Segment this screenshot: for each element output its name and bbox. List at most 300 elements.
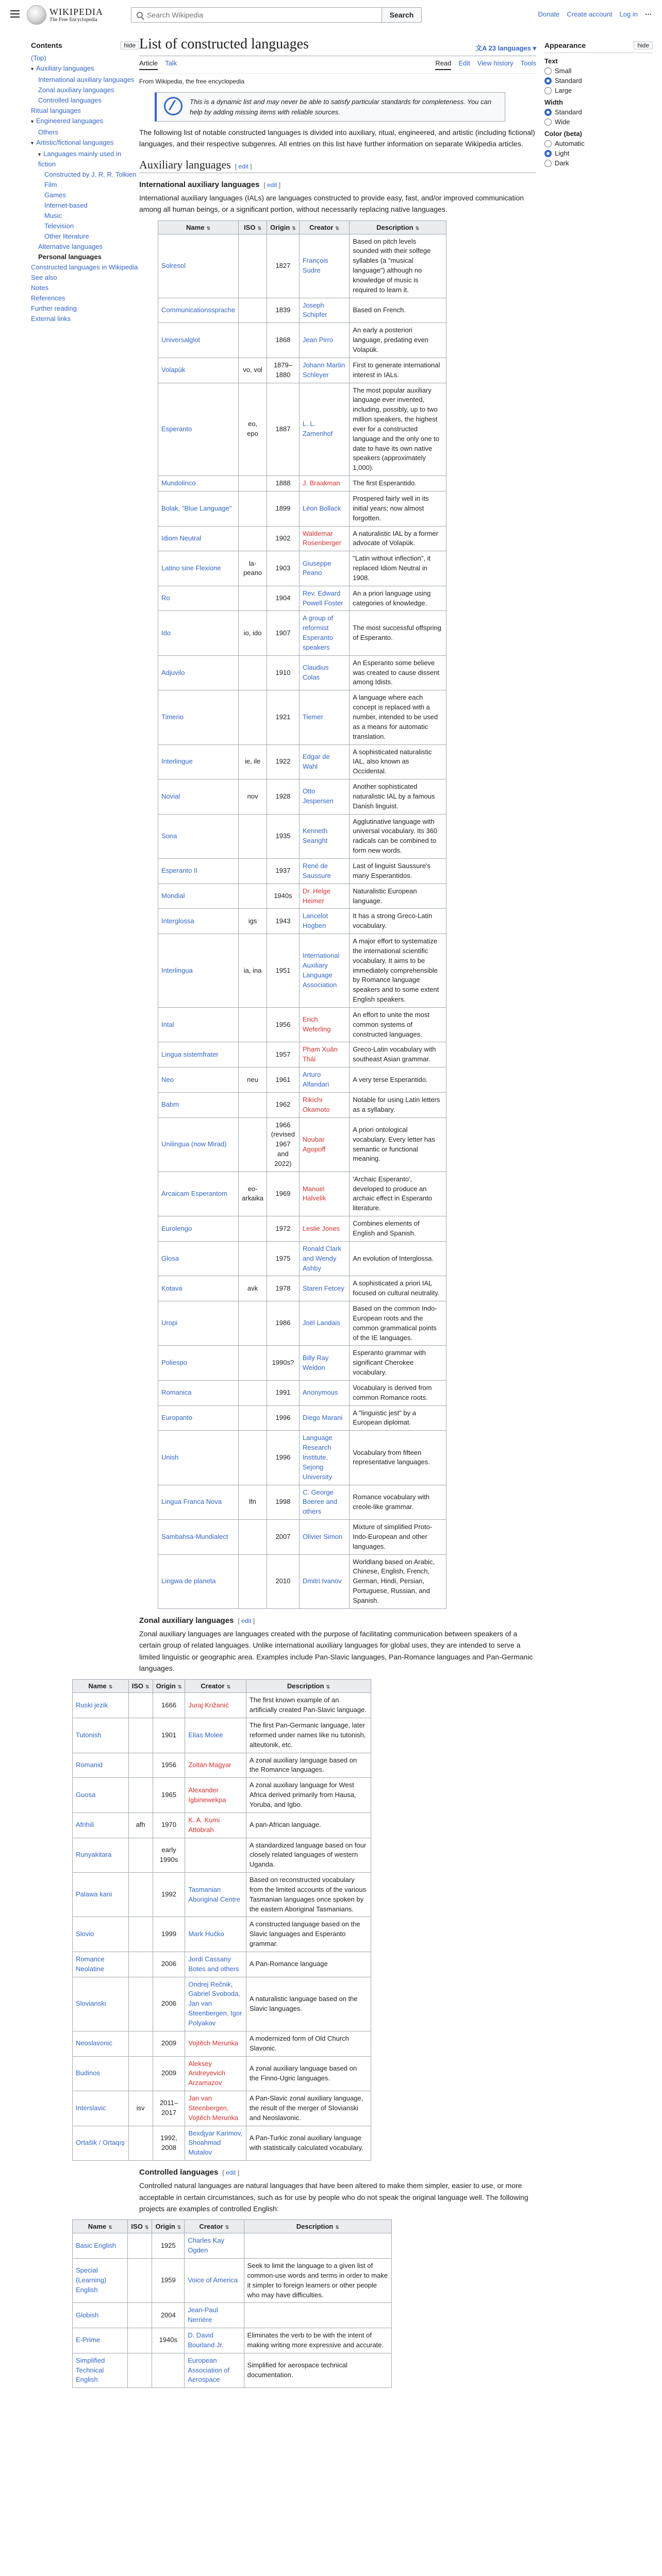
toc-item[interactable]: Further reading [31,304,77,312]
appearance-option[interactable]: Standard [544,108,653,116]
toc-toggle-icon[interactable]: ▾ [38,152,41,158]
name-cell[interactable]: Interlingua [158,934,239,1008]
table-row [158,1431,446,1485]
radio-icon[interactable] [544,140,552,147]
creator-cell[interactable] [185,1838,246,1873]
iso-cell: ia, ina [239,934,267,1008]
name-cell[interactable]: Neo [158,1067,239,1093]
iso-cell [239,1520,267,1555]
donate-link[interactable]: Donate [538,10,560,18]
radio-icon[interactable] [544,87,552,94]
appearance-option[interactable]: Large [544,87,653,94]
toc-item[interactable]: Constructed by J. R. R. Tolkien [44,171,137,178]
toc-item[interactable]: ▾ Languages mainly used in fiction [38,150,122,168]
tab-article[interactable]: Article [139,59,158,70]
name-cell[interactable]: Uropi [158,1301,239,1346]
iso-cell [239,814,267,858]
name-cell[interactable]: Lingwa de planeta [158,1554,239,1608]
toc-toggle-icon[interactable]: ▾ [31,66,34,72]
creator-cell[interactable]: René de Saussure [299,858,349,884]
creator-cell[interactable]: Staren Fetcey [299,1276,349,1301]
origin-cell: 2006 [153,1977,185,2031]
table-row [158,1485,446,1520]
creator-cell[interactable]: Johann Martin Schleyer [299,358,349,383]
iso-cell [128,1693,153,1718]
toc-item[interactable]: Others [38,128,59,136]
column-header[interactable]: Origin ⇅ [267,221,299,234]
description-cell: A zonal auxiliary language based on the Romance languages. [246,1753,371,1778]
description-cell: A modernized form of Old Church Slavonic. [246,2031,371,2056]
origin-cell: 1970 [153,1812,185,1838]
creator-cell[interactable]: Phạm Xuân Thái [299,1042,349,1067]
sort-icon[interactable]: ⇅ [326,1684,330,1690]
toc-item[interactable]: Television [44,222,74,230]
name-cell[interactable]: Interslavic [73,2091,129,2126]
column-header[interactable]: Description ⇅ [246,1680,371,1693]
radio-icon[interactable] [544,77,552,84]
name-cell[interactable]: Budinos [73,2056,129,2091]
origin-cell: 1666 [153,1693,185,1718]
appearance-hide-button[interactable]: hide [634,41,653,49]
creator-cell[interactable]: Erich Weferling [299,1007,349,1042]
name-cell[interactable]: Romance Neolatine [73,1952,129,1977]
tab-tools[interactable]: Tools [520,59,536,67]
creator-cell[interactable]: Voice of America [185,2258,244,2302]
toc-item[interactable]: Film [44,181,57,189]
name-cell[interactable]: Communicationssprache [158,298,239,323]
name-cell[interactable]: Sona [158,814,239,858]
toc-item[interactable]: Other literature [44,232,89,240]
name-cell[interactable]: Globish [73,2303,128,2328]
name-cell[interactable]: Adjuvilo [158,655,239,690]
creator-cell[interactable]: K. A. Kumi Attobrah [185,1812,246,1838]
toc-item[interactable]: Personal languages [38,253,102,261]
toc-item[interactable]: External links [31,315,71,323]
creator-cell[interactable]: International Auxiliary Language Association [299,934,349,1008]
sort-icon[interactable]: ⇅ [108,1684,113,1690]
toc-item[interactable]: Games [44,191,66,199]
table-row [158,690,446,744]
creator-cell[interactable]: Lancelot Hogben [299,909,349,934]
origin-cell: 1910 [267,655,299,690]
toc-item[interactable]: Notes [31,284,48,292]
creator-cell[interactable]: Rev. Edward Powell Foster [299,586,349,611]
name-cell[interactable]: E-Prime [73,2328,128,2353]
creator-cell[interactable]: Joël Landais [299,1301,349,1346]
origin-cell: 2009 [153,2031,185,2056]
toc-item[interactable]: Zonal auxiliary languages [38,86,114,94]
creator-cell[interactable]: Otto Jespersen [299,779,349,815]
section-auxiliary: Auxiliary languages [ edit ] [139,158,536,173]
controlled-table [72,2219,392,2388]
description-cell: An Esperanto some believe was created to cause dissent among Idists. [350,655,446,690]
toc-item[interactable]: Controlled languages [38,96,102,104]
table-row [73,1778,371,1813]
column-header[interactable]: Description ⇅ [244,2220,391,2233]
zonal-intro: Zonal auxiliary languages are languages created with the purpose of facilitating communication between speakers of a certain group of related languages. Unlike international auxiliary languages for global uses, they are intended to serve a limited linguistic or geographic area. Examples include Pan-Slavic languages, Pan-Romance languages and Pan-Germanic languages. [139,1629,533,1672]
main-menu-icon[interactable] [10,10,20,18]
creator-cell[interactable]: Diego Marani [299,1405,349,1431]
creator-cell[interactable]: Tasmanian Aboriginal Centre [185,1873,246,1917]
origin-cell: 1879–1880 [267,358,299,383]
more-options-icon[interactable]: ⋯ [645,10,652,18]
edit-link[interactable]: edit [238,162,249,170]
appearance-option[interactable]: Light [544,149,653,157]
name-cell[interactable]: Romanid [73,1753,129,1778]
description-cell: A sophisticated a priori IAL focused on cultural neutrality. [350,1276,446,1301]
search-input[interactable] [147,11,343,19]
origin-cell: 2006 [153,1952,185,1977]
name-cell[interactable]: Timerio [158,690,239,744]
zonal-table [72,1679,371,2161]
name-cell[interactable]: Interglossa [158,909,239,934]
radio-icon[interactable] [544,150,552,157]
iso-cell [239,1301,267,1346]
origin-cell: 2004 [152,2303,185,2328]
table-row [158,383,446,476]
creator-cell[interactable]: Bexdjyar Karimov, Shoahmad Mutalov [185,2126,246,2161]
creator-cell[interactable]: Juraj Križanić [185,1693,246,1718]
sort-icon[interactable]: ⇅ [257,225,261,231]
description-cell: A Pan-Romance language [246,1952,371,1977]
iso-cell [128,1977,153,2031]
description-cell: A Pan-Turkic zonal auxiliary language with statistically calculated vocabulary. [246,2126,371,2161]
languages-button[interactable]: 文A 23 languages ▾ [475,44,536,52]
sort-icon[interactable]: ⇅ [335,2225,339,2230]
tab-edit[interactable]: Edit [458,59,470,67]
table-row [158,1554,446,1608]
creator-cell[interactable]: Vojtěch Merunka [185,2031,246,2056]
toc-item[interactable]: References [31,294,65,302]
creator-cell[interactable]: Giuseppe Peano [299,551,349,586]
creator-cell[interactable]: Dmitri Ivanov [299,1554,349,1608]
iso-cell [128,1873,153,1917]
creator-cell[interactable]: Zoltán Magyar [185,1753,246,1778]
toc-item[interactable]: ▾ Engineered languages [31,116,139,127]
name-cell[interactable]: Guosa [73,1778,129,1813]
description-cell [244,2233,391,2259]
origin-cell [152,2353,185,2388]
tab-talk[interactable]: Talk [165,59,177,67]
toc-item[interactable]: Internet-based [44,201,88,209]
creator-cell[interactable]: Claudius Colas [299,655,349,690]
name-cell[interactable]: Esperanto [158,383,239,476]
creator-cell[interactable]: Kenneth Searight [299,814,349,858]
iso-cell: eo, epo [239,383,267,476]
sort-icon[interactable]: ⇅ [145,1684,150,1690]
column-header[interactable]: Creator ⇅ [299,221,349,234]
edit-link[interactable]: edit [267,181,277,189]
origin-cell: 1868 [267,323,299,358]
name-cell[interactable]: Afrihili [73,1812,129,1838]
description-cell: Naturalistic European language. [350,884,446,909]
name-cell[interactable]: Basic English [73,2233,128,2259]
column-header[interactable]: ISO ⇅ [239,221,267,234]
table-row [73,1838,371,1873]
toc-hide-button[interactable]: hide [120,41,139,49]
sort-icon[interactable]: ⇅ [415,225,420,231]
table-row [158,234,446,298]
origin-cell: 1965 [153,1778,185,1813]
iso-cell [239,586,267,611]
origin-cell: 1922 [267,744,299,779]
tab-read[interactable]: Read [435,59,451,70]
origin-cell: 1928 [267,779,299,815]
column-header[interactable]: ISO ⇅ [128,2220,152,2233]
creator-cell[interactable]: Jean Pirro [299,323,349,358]
description-cell: A major effort to systematize the international scientific vocabulary. It aims to be immediately comprehensible by Romance language speakers and to some extent English speakers. [350,934,446,1008]
table-row [158,1092,446,1117]
search-button[interactable]: Search [382,7,422,23]
toc-toggle-icon[interactable]: ▾ [31,119,34,125]
name-cell[interactable]: Intal [158,1007,239,1042]
name-cell[interactable]: Lingua Franca Nova [158,1485,239,1520]
name-cell[interactable]: Unish [158,1431,239,1485]
name-cell[interactable]: Slovianski [73,1977,129,2031]
name-cell[interactable]: Poliespo [158,1346,239,1381]
creator-cell[interactable]: D. David Bourland Jr. [185,2328,244,2353]
name-cell[interactable]: Romanica [158,1380,239,1405]
toc-item[interactable]: International auxiliary languages [38,76,135,83]
name-cell[interactable]: Ro [158,586,239,611]
creator-cell[interactable]: Dr. Helge Heimer [299,884,349,909]
table-row [73,1753,371,1778]
appearance-option[interactable]: Dark [544,159,653,167]
description-cell: An effort to unite the most common systems of constructed languages. [350,1007,446,1042]
origin-cell: 1996 [267,1431,299,1485]
description-cell: The first Esperantido. [350,476,446,492]
toc-toggle-icon[interactable]: ▾ [31,141,34,146]
table-row [158,779,446,815]
name-cell[interactable]: Special (Learning) English [73,2258,128,2302]
toc-item[interactable]: ▾ Artistic/fictional languages [31,138,139,148]
toc-item[interactable]: Music [44,212,62,219]
iso-cell [239,1092,267,1117]
origin-cell: 1962 [267,1092,299,1117]
creator-cell[interactable]: Leslie Jones [299,1216,349,1242]
sort-icon[interactable]: ⇅ [177,1684,182,1690]
radio-icon[interactable] [544,109,552,116]
table-row [158,586,446,611]
tab-view-history[interactable]: View history [477,59,514,67]
origin-cell: 2011–2017 [153,2091,185,2126]
toc-item[interactable]: Ritual languages [31,107,81,114]
creator-cell[interactable]: European Association of Aerospace [185,2353,244,2388]
creator-cell[interactable]: Tiemer [299,690,349,744]
creator-cell[interactable]: Noubar Agopoff [299,1117,349,1172]
creator-cell[interactable]: Language Research Institute, Sejong University [299,1431,349,1485]
toc-item[interactable]: Alternative languages [38,243,103,250]
name-cell[interactable]: Solresol [158,234,239,298]
creator-cell[interactable]: Ronald Clark and Wendy Ashby [299,1241,349,1276]
name-cell[interactable]: Glosa [158,1241,239,1276]
sort-icon[interactable]: ⇅ [108,2225,112,2230]
appearance-option[interactable]: Small [544,67,653,75]
table-row [73,2328,392,2353]
creator-cell[interactable]: Alexander Igbinewekpa [185,1778,246,1813]
origin-cell: 1940s [267,884,299,909]
creator-cell[interactable]: Ondrej Rečnik, Gabriel Svoboda, Jan van Steenbergen, Igor Polyakov [185,1977,246,2031]
name-cell[interactable]: Mundolinco [158,476,239,492]
iso-cell [239,858,267,884]
column-header[interactable]: ISO ⇅ [128,1680,153,1693]
creator-cell[interactable]: A group of reformist Esperanto speakers [299,611,349,655]
column-header[interactable]: Origin ⇅ [152,2220,185,2233]
iso-cell: vo, vol [239,358,267,383]
radio-icon[interactable] [544,67,552,75]
name-cell[interactable]: Sambahsa-Mundialect [158,1520,239,1555]
name-cell[interactable]: Ortašik / Ortaqış [73,2126,129,2161]
sort-icon[interactable]: ⇅ [335,225,339,231]
search-box[interactable] [131,7,397,23]
creator-cell[interactable]: Rikichi Okamoto [299,1092,349,1117]
iso-cell [239,1241,267,1276]
name-cell[interactable]: Simplified Technical English [73,2353,128,2388]
name-cell[interactable]: Slovio [73,1917,129,1952]
column-header[interactable]: Origin ⇅ [153,1680,185,1693]
description-cell: The first known example of an artificially created Pan-Slavic language. [246,1693,371,1718]
search-icon [137,12,143,18]
edit-link[interactable]: edit [241,1617,252,1624]
name-cell[interactable]: Unilingua (now Mirad) [158,1117,239,1172]
name-cell[interactable]: Lingua sistemfrater [158,1042,239,1067]
table-row [158,1301,446,1346]
column-header[interactable]: Name ⇅ [73,1680,129,1693]
toc-item[interactable]: (Top) [31,54,46,62]
creator-cell[interactable]: Olivier Simon [299,1520,349,1555]
info-icon [164,97,183,115]
description-cell: A pan-African language. [246,1812,371,1838]
name-cell[interactable]: Universalglot [158,323,239,358]
creator-cell[interactable]: Manuel Halvelik [299,1172,349,1216]
creator-cell[interactable]: Jan van Steenbergen, Vojtěch Merunka [185,2091,246,2126]
creator-cell[interactable]: Charles Kay Ogden [185,2233,244,2259]
origin-cell: 1972 [267,1216,299,1242]
iso-cell: isv [128,2091,153,2126]
column-header[interactable]: Creator ⇅ [185,2220,244,2233]
appearance-option[interactable]: Wide [544,118,653,126]
description-cell: An evolution of Interglossa. [350,1241,446,1276]
toc-item[interactable]: ▾ Auxiliary languages [31,64,139,74]
creator-cell[interactable]: Joseph Schipfer [299,298,349,323]
column-header[interactable]: Description ⇅ [350,221,446,234]
name-cell[interactable]: Bolak, "Blue Language" [158,491,239,526]
appearance-panel [544,41,653,169]
iso-cell [128,2126,153,2161]
name-cell[interactable]: Babm [158,1092,239,1117]
sort-icon[interactable]: ⇅ [292,225,296,231]
sort-icon[interactable]: ⇅ [206,225,211,231]
name-cell[interactable]: Mondial [158,884,239,909]
toc-item[interactable]: See also [31,274,57,281]
creator-cell[interactable]: Elias Molee [185,1718,246,1753]
log-in-link[interactable]: Log in [619,10,638,18]
table-row [158,1067,446,1093]
name-cell[interactable]: Kotava [158,1276,239,1301]
toc-item[interactable]: Constructed languages in Wikipedia [31,263,138,271]
name-cell[interactable]: Tutonish [73,1718,129,1753]
creator-cell[interactable]: L. L. Zamenhof [299,383,349,476]
name-cell[interactable]: Eurolengo [158,1216,239,1242]
origin-cell: 1907 [267,611,299,655]
table-row [158,1007,446,1042]
creator-cell[interactable]: Anonymous [299,1380,349,1405]
description-cell: A very terse Esperantido. [350,1067,446,1093]
name-cell[interactable]: Europanto [158,1405,239,1431]
description-cell: Seek to limit the language to a given list of common-use words and terms in order to make it simpler to foreign learners or other people who may have difficulties. [244,2258,391,2302]
creator-cell[interactable]: Arturo Alfandari [299,1067,349,1093]
name-cell[interactable]: Runyakitara [73,1838,129,1873]
table-row [73,2126,371,2161]
name-cell[interactable]: Latino sine Flexione [158,551,239,586]
origin-cell: 2010 [267,1554,299,1608]
column-header[interactable]: Name ⇅ [158,221,239,234]
name-cell[interactable]: Interlingue [158,744,239,779]
creator-cell[interactable]: C. George Boeree and others [299,1485,349,1520]
wikipedia-logo[interactable] [27,5,103,25]
name-cell[interactable]: Palawa kani [73,1873,129,1917]
description-cell: A constructed language based on the Slavic languages and Esperanto grammar. [246,1917,371,1952]
description-cell: Mixture of simplified Proto-Indo-European and other languages. [350,1520,446,1555]
creator-cell[interactable]: Mark Hučko [185,1917,246,1952]
creator-cell[interactable]: Billy Ray Weldon [299,1346,349,1381]
appearance-option[interactable]: Automatic [544,140,653,147]
iso-cell [239,1216,267,1242]
name-cell[interactable]: Neoslavonic [73,2031,129,2056]
table-row [73,2056,371,2091]
description-cell: A standardized language based on four closely related languages of western Uganda. [246,1838,371,1873]
name-cell[interactable]: Ido [158,611,239,655]
iso-cell [128,2031,153,2056]
description-cell: Simplified for aerospace technical documentation. [244,2353,391,2388]
ial-table [158,221,446,1609]
edit-link[interactable]: edit [226,2169,236,2177]
radio-icon[interactable] [544,118,552,126]
creator-cell[interactable]: François Sudre [299,234,349,298]
appearance-option[interactable]: Standard [544,77,653,84]
ial-intro: International auxiliary languages (IALs) are languages constructed to provide easy, fast, and/or improved communication among all human beings, or a significant portion, without necessarily replacing native languages. [139,193,524,214]
name-cell[interactable]: Esperanto II [158,858,239,884]
origin-cell: 1921 [267,690,299,744]
name-cell[interactable]: Ruski jezik [73,1693,129,1718]
creator-cell[interactable]: Aleksey Andreyevich Arzamazov [185,2056,246,2091]
creator-cell[interactable]: Jean-Paul Nerrière [185,2303,244,2328]
create-account-link[interactable]: Create account [567,10,613,18]
name-cell[interactable]: Novial [158,779,239,815]
sort-icon[interactable]: ⇅ [226,1684,231,1690]
creator-cell[interactable]: Edgar de Wahl [299,744,349,779]
sort-icon[interactable]: ⇅ [177,2225,181,2230]
creator-cell[interactable]: Waldemar Rosenberger [299,526,349,551]
iso-cell [239,690,267,744]
iso-cell: igs [239,909,267,934]
name-cell[interactable]: Idiom Neutral [158,526,239,551]
sort-icon[interactable]: ⇅ [144,2225,149,2230]
table-row [158,1042,446,1067]
creator-cell[interactable]: Léon Bollack [299,491,349,526]
description-cell: A sophisticated naturalistic IAL, also known as Occidental. [350,744,446,779]
creator-cell[interactable]: Jordi Cassany Botes and others [185,1952,246,1977]
radio-icon[interactable] [544,160,552,167]
table-row [158,1216,446,1242]
column-header[interactable]: Creator ⇅ [185,1680,246,1693]
description-cell: The first Pan-Germanic language, later reformed under names like nu tutonish, alteutonik, etc. [246,1718,371,1753]
creator-cell[interactable]: J. Braakman [299,476,349,492]
sort-icon[interactable]: ⇅ [225,2225,229,2230]
column-header[interactable]: Name ⇅ [73,2220,128,2233]
name-cell[interactable]: Arcaicam Esperantom [158,1172,239,1216]
name-cell[interactable]: Volapük [158,358,239,383]
